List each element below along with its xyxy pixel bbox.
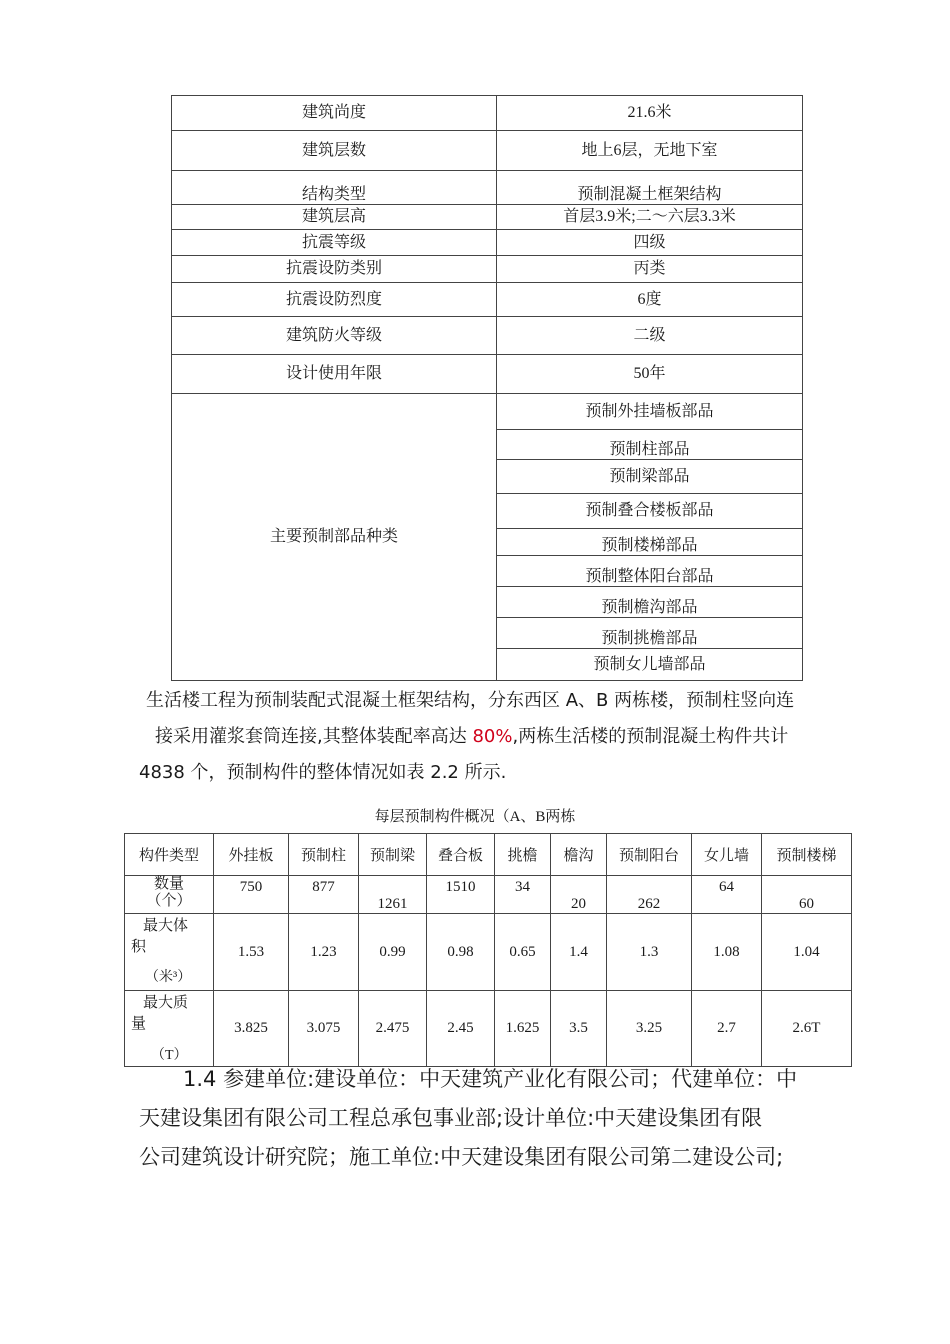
row-value-service-life: 50年 <box>497 355 803 394</box>
row-label-mass <box>125 991 214 1067</box>
count-cell: 60 <box>762 876 852 914</box>
row-label-seismic-intensity: 抗震设防烈度 <box>172 283 497 317</box>
row-label-volume <box>125 914 214 991</box>
row-value-fire-rating: 二级 <box>497 317 803 355</box>
row-label-height: 建筑尚度 <box>172 96 497 131</box>
paragraph-line-1: 生活楼工程为预制装配式混凝土框架结构，分东西区 A、B 两栋楼，预制柱竖向连 <box>146 690 795 711</box>
component-item: 预制梁部品 <box>497 460 803 494</box>
count-cell: 64 <box>692 876 762 914</box>
participants-line-1: 1.4 参建单位:建设单位：中天建筑产业化有限公司；代建单位：中 <box>183 1067 798 1091</box>
participants-line-3: 公司建筑设计研究院；施工单位:中天建设集团有限公司第二建设公司; <box>139 1145 784 1169</box>
header-cell: 构件类型 <box>125 834 214 876</box>
row-label-floors: 建筑层数 <box>172 131 497 171</box>
row-label-seismic-category: 抗震设防类别 <box>172 256 497 283</box>
paragraph-line-3: 4838 个，预制构件的整体情况如表 2.2 所示. <box>139 762 507 783</box>
volume-cell: 0.99 <box>359 914 427 991</box>
volume-cell: 1.3 <box>607 914 692 991</box>
mass-cell: 2.6T <box>762 991 852 1067</box>
row-label-fire-rating: 建筑防火等级 <box>172 317 497 355</box>
paragraph-line-2 <box>155 726 788 748</box>
mass-cell: 3.5 <box>551 991 607 1067</box>
count-cell: 34 <box>495 876 551 914</box>
mass-cell: 3.075 <box>289 991 359 1067</box>
component-item: 预制檐沟部品 <box>497 587 803 618</box>
label-part: 最大体 <box>143 918 189 934</box>
header-cell: 预制梁 <box>359 834 427 876</box>
row-value-floor-height: 首层3.9米;二～六层3.3米 <box>497 205 803 230</box>
label-part: （个） <box>146 893 192 909</box>
volume-cell: 0.98 <box>427 914 495 991</box>
row-value-seismic-intensity: 6度 <box>497 283 803 317</box>
row-value-seismic-grade: 四级 <box>497 230 803 256</box>
mass-cell: 3.25 <box>607 991 692 1067</box>
header-cell: 檐沟 <box>551 834 607 876</box>
components-summary-table <box>124 833 852 1067</box>
header-cell: 挑檐 <box>495 834 551 876</box>
label-part: 数量 <box>153 876 184 892</box>
count-cell: 1510 <box>427 876 495 914</box>
row-label-components: 主要预制部品种类 <box>172 394 497 681</box>
row-label-seismic-grade: 抗震等级 <box>172 230 497 256</box>
mass-cell: 2.475 <box>359 991 427 1067</box>
component-item: 预制柱部品 <box>497 430 803 460</box>
header-cell: 预制柱 <box>289 834 359 876</box>
row-label-service-life: 设计使用年限 <box>172 355 497 394</box>
count-cell: 262 <box>607 876 692 914</box>
count-cell: 20 <box>551 876 607 914</box>
row-value-floors: 地上6层，无地下室 <box>497 131 803 171</box>
count-cell: 877 <box>289 876 359 914</box>
count-cell: 750 <box>214 876 289 914</box>
paragraph-line-2a: 接采用灌浆套筒连接,其整体装配率高达 <box>155 726 473 747</box>
volume-cell: 0.65 <box>495 914 551 991</box>
label-part: 量 <box>131 1016 147 1032</box>
volume-cell: 1.4 <box>551 914 607 991</box>
row-label-count <box>125 876 214 914</box>
header-cell: 外挂板 <box>214 834 289 876</box>
project-overview-table <box>171 95 803 681</box>
mass-cell: 2.45 <box>427 991 495 1067</box>
component-item: 预制女儿墙部品 <box>497 649 803 681</box>
assembly-rate: 80% <box>472 726 513 747</box>
label-part: （米³） <box>145 970 192 985</box>
volume-cell: 1.08 <box>692 914 762 991</box>
mass-cell: 3.825 <box>214 991 289 1067</box>
component-item: 预制挑檐部品 <box>497 618 803 649</box>
mass-cell: 2.7 <box>692 991 762 1067</box>
header-cell: 女儿墙 <box>692 834 762 876</box>
label-part: （T） <box>151 1048 188 1063</box>
header-cell: 叠合板 <box>427 834 495 876</box>
row-label-structure: 结构类型 <box>172 171 497 205</box>
component-item: 预制楼梯部品 <box>497 529 803 556</box>
component-item: 预制叠合楼板部品 <box>497 494 803 529</box>
table-caption: 每层预制构件概况（A、B两栋 <box>374 809 576 825</box>
row-value-structure: 预制混凝土框架结构 <box>497 171 803 205</box>
header-cell: 预制阳台 <box>607 834 692 876</box>
count-cell: 1261 <box>359 876 427 914</box>
volume-cell: 1.23 <box>289 914 359 991</box>
volume-cell: 1.04 <box>762 914 852 991</box>
volume-cell: 1.53 <box>214 914 289 991</box>
label-part: 最大质 <box>143 995 189 1011</box>
mass-cell: 1.625 <box>495 991 551 1067</box>
participants-line-2: 天建设集团有限公司工程总承包事业部;设计单位:中天建设集团有限 <box>139 1106 763 1130</box>
component-item: 预制外挂墙板部品 <box>497 394 803 430</box>
paragraph-line-2b: ,两栋生活楼的预制混凝土构件共计 <box>512 726 789 747</box>
label-part: 积 <box>131 939 147 955</box>
component-item: 预制整体阳台部品 <box>497 556 803 587</box>
row-value-height: 21.6米 <box>497 96 803 131</box>
header-cell: 预制楼梯 <box>762 834 852 876</box>
row-label-floor-height: 建筑层高 <box>172 205 497 230</box>
row-value-seismic-category: 丙类 <box>497 256 803 283</box>
